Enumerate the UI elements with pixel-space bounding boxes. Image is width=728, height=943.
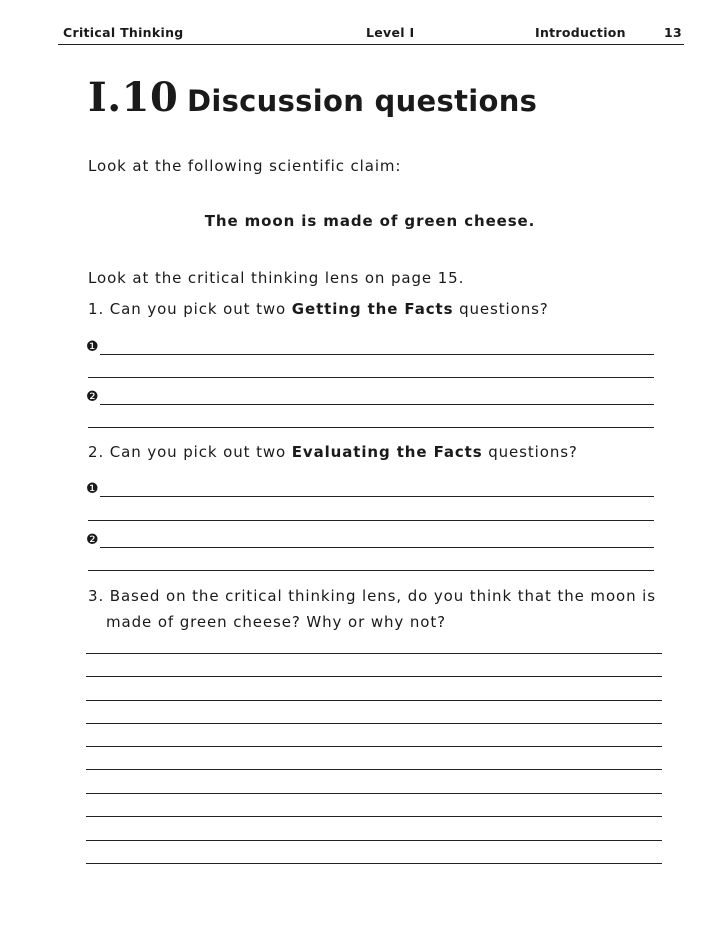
answer-1b-line-2[interactable] [88, 427, 654, 428]
header-rule [58, 44, 684, 45]
question-1-prefix: 1. Can you pick out two [88, 300, 292, 318]
answer-3-line[interactable] [86, 700, 662, 701]
answer-3-line[interactable] [86, 769, 662, 770]
lens-instruction: Look at the critical thinking lens on page 15. [88, 269, 465, 287]
header-level: Level I [366, 25, 415, 40]
answer-1b-bullet: ❷ [86, 389, 99, 405]
answer-1a-bullet: ❶ [86, 339, 99, 355]
question-2-prefix: 2. Can you pick out two [88, 443, 292, 461]
answer-3-line[interactable] [86, 653, 662, 654]
answer-2a-line[interactable] [100, 496, 654, 497]
answer-3-line[interactable] [86, 816, 662, 817]
question-1-emphasis: Getting the Facts [291, 300, 454, 318]
section-number: I.10 [88, 74, 179, 121]
answer-2b-bullet: ❷ [86, 532, 99, 548]
intro-text: Look at the following scientific claim: [88, 157, 402, 175]
answer-2a-line-2[interactable] [88, 520, 654, 521]
question-1 [88, 300, 549, 318]
answer-1b-line[interactable] [100, 404, 654, 405]
answer-3-line[interactable] [86, 676, 662, 677]
header-section: Introduction [535, 25, 626, 40]
answer-2b-line[interactable] [100, 547, 654, 548]
scientific-claim: The moon is made of green cheese. [204, 212, 536, 230]
answer-3-line[interactable] [86, 723, 662, 724]
question-3-line-1: 3. Based on the critical thinking lens, do you think that the moon is [88, 587, 656, 605]
question-2 [88, 443, 578, 461]
answer-3-line[interactable] [86, 746, 662, 747]
question-1-suffix: questions? [453, 300, 549, 318]
answer-3-line[interactable] [86, 840, 662, 841]
question-2-suffix: questions? [482, 443, 578, 461]
answer-3-line[interactable] [86, 793, 662, 794]
answer-3-line[interactable] [86, 863, 662, 864]
answer-1a-line[interactable] [100, 354, 654, 355]
answer-1a-line-2[interactable] [88, 377, 654, 378]
answer-2b-line-2[interactable] [88, 570, 654, 571]
section-title: Discussion questions [187, 84, 538, 118]
question-3-line-2: made of green cheese? Why or why not? [106, 613, 446, 631]
header-book-title: Critical Thinking [63, 25, 184, 40]
answer-2a-bullet: ❶ [86, 481, 99, 497]
question-2-emphasis: Evaluating the Facts [291, 443, 483, 461]
header-page-number: 13 [664, 25, 682, 40]
